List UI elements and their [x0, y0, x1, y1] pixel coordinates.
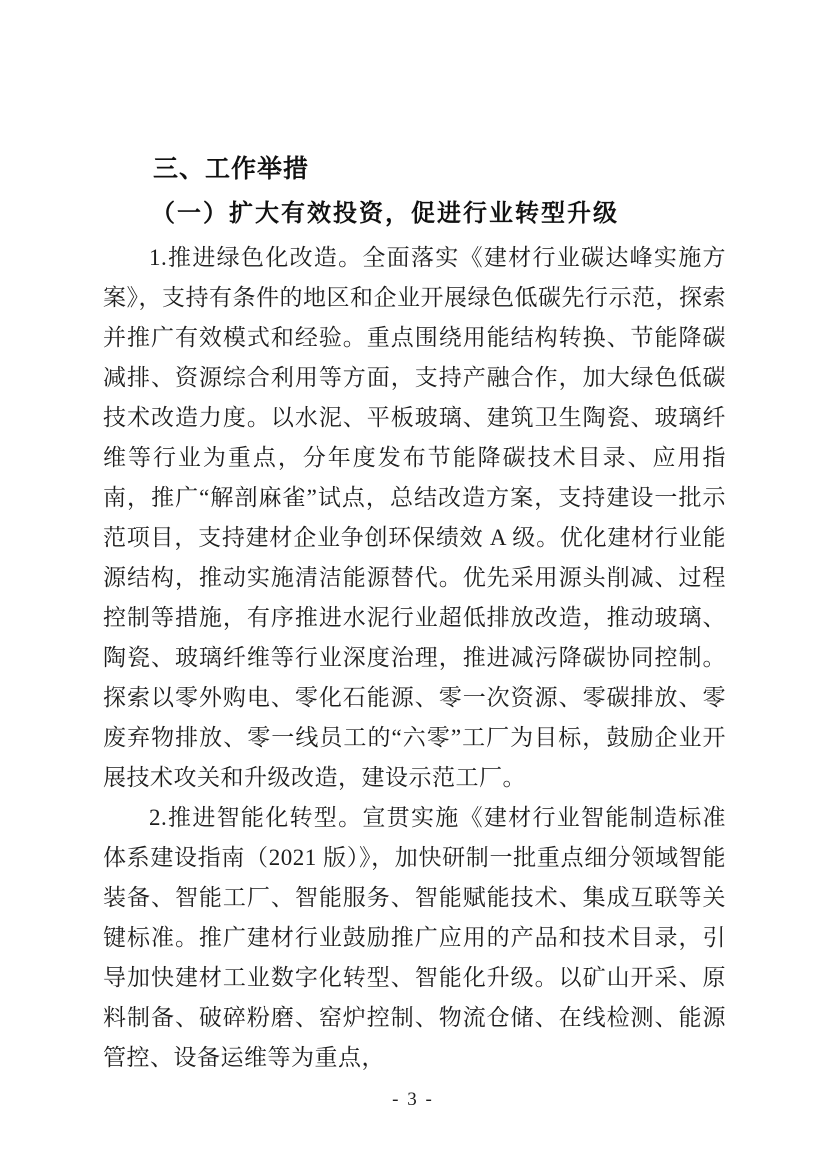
document-body [103, 148, 726, 1078]
sub-heading: （一）扩大有效投资，促进行业转型升级 [151, 201, 619, 227]
page-number: - 3 - [392, 1089, 434, 1110]
paragraph-green-retrofit: 1.推进绿色化改造。全面落实《建材行业碳达峰实施方案》，支持有条件的地区和企业开展绿色低碳先行示范，探索并推广有效模式和经验。重点围绕用能结构转换、节能降碳减排、资源综合利用等方面，支持产融合作，加大绿色低碳技术改造力度。以水泥、平板玻璃、建筑卫生陶瓷、玻璃纤维等行业为重点，分年度发布节能降碳技术目录、应用指南，推广“解剖麻雀”试点，总结改造方案，支持建设一批示范项目，支持建材企业争创环保绩效 A 级。优化建材行业能源结构，推动实施清洁能源替代。优先采用源头削减、过程控制等措施，有序推进水泥行业超低排放改造，推动玻璃、陶瓷、玻璃纤维等行业深度治理，推进减污降碳协同控制。探索以零外购电、零化石能源、零一次资源、零碳排放、零废弃物排放、零一线员工的“六零”工厂为目标，鼓励企业开展技术攻关和升级改造，建设示范工厂。 [103, 245, 726, 790]
paragraph-intelligent-transformation: 2.推进智能化转型。宣贯实施《建材行业智能制造标准体系建设指南（2021 版）》，加快研制一批重点细分领域智能装备、智能工厂、智能服务、智能赋能技术、集成互联等关键标准。推广建材行业鼓励推广应用的产品和技术目录，引导加快建材工业数字化转型、智能化升级。以矿山开采、原料制备、破碎粉磨、窑炉控制、物流仓储、在线检测、能源管控、设备运维等为重点， [103, 805, 726, 1070]
section-heading: 三、工作举措 [153, 155, 310, 183]
